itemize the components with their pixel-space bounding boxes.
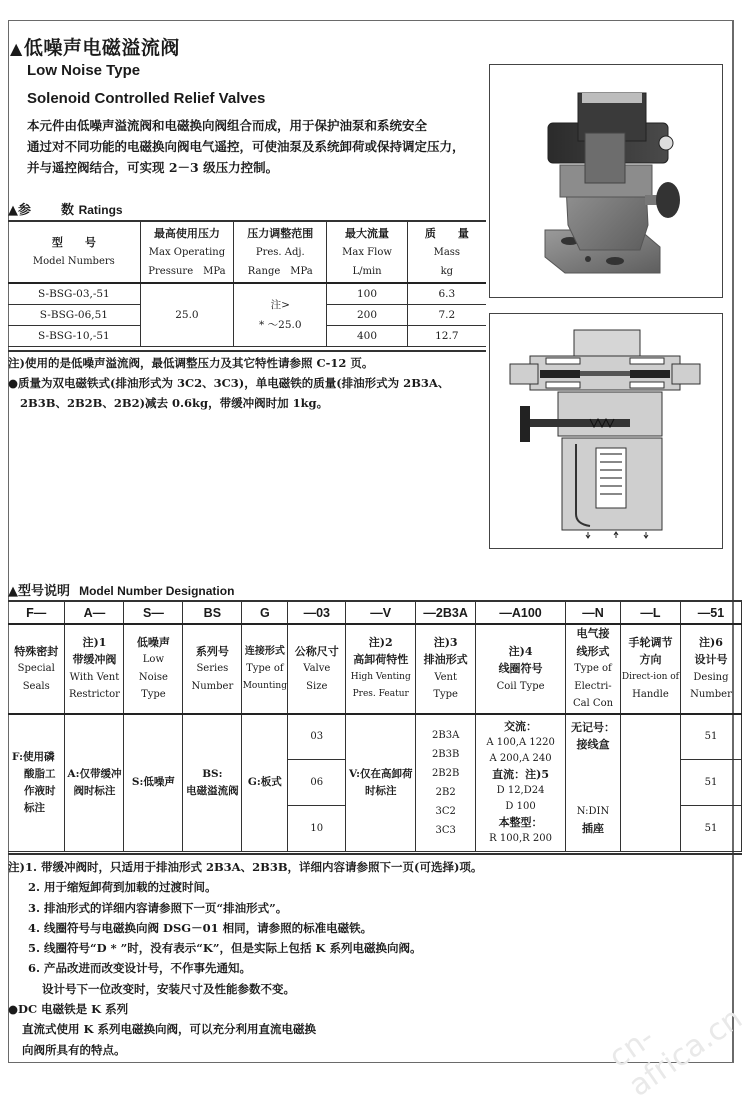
desc-coil-type <box>476 624 566 714</box>
val-line: 标注 <box>24 801 45 814</box>
val-electrical <box>566 714 621 852</box>
page-title <box>10 33 180 60</box>
desc-line: 系列号 <box>195 644 229 658</box>
desc-line: 注)4 <box>508 644 533 658</box>
model-cell: S-BSG-03,-51 <box>8 283 140 305</box>
desc-line: 高卸荷特性 <box>353 653 409 667</box>
vent-type: 2B2B <box>431 767 460 779</box>
footnote: 注)1. 带缓冲阀时，只适用于排油形式 2B3A、2B3B，详细内容请参照下一页(可选择)项。 <box>8 860 483 874</box>
desc-handle <box>620 624 680 714</box>
desc-series <box>183 624 242 714</box>
footnote: 3. 排油形式的详细内容请参照下一页“排油形式”。 <box>28 900 288 915</box>
desc-line: Type of <box>246 663 284 674</box>
footnote: 2. 用于缩短卸荷到加载的过渡时间。 <box>28 880 217 895</box>
val-line: 阀时标注 <box>73 784 116 797</box>
desc-vent-restrictor <box>65 624 124 714</box>
value-row <box>8 714 742 760</box>
val-line: 时标注 <box>364 784 397 797</box>
val-series <box>183 714 242 852</box>
coil-line: 本整型： <box>498 815 543 829</box>
desc-line: Type of <box>574 663 612 674</box>
max-pressure-cell: 25.0 <box>140 283 233 347</box>
val-line: V:仅在高卸荷 <box>348 767 413 780</box>
desc-line: Valve <box>303 663 331 674</box>
desc-line: Coil Type <box>496 680 545 692</box>
desc-electrical <box>566 624 621 714</box>
model-cell: S-BSG-06,51 <box>8 305 140 326</box>
mass-cell: 12.7 <box>407 326 486 347</box>
coil-line: A 200,A 240 <box>489 752 552 764</box>
mass-cell: 6.3 <box>407 283 486 305</box>
adj-range-cell <box>234 283 327 347</box>
desc-valve-size <box>288 624 346 714</box>
desc-line: 带缓冲阀 <box>72 653 117 667</box>
col-max-flow-en: Max Flow <box>342 246 392 258</box>
col-adj-range <box>234 222 327 284</box>
val-venting <box>346 714 416 852</box>
col-adj-range-en: Pres. Adj. <box>255 246 305 258</box>
desc-line: 排油形式 <box>423 653 468 667</box>
adj-range-note: 注> <box>270 299 290 311</box>
val-line: 酸脂工 <box>24 767 56 780</box>
bullet-icon: ● <box>8 376 19 390</box>
title-cn: 低噪声电磁溢流阀 <box>23 37 180 59</box>
ratings-note: 注)使用的是低噪声溢流阀，最低调整压力及其它特性请参照 C-12 页。 <box>8 356 374 370</box>
dc-heading-text: DC 电磁铁是 K 系列 <box>18 1002 129 1017</box>
col-max-pressure <box>140 222 233 284</box>
desc-line: 设计号 <box>694 653 728 667</box>
ratings-heading <box>8 199 123 218</box>
desc-design-number <box>680 624 741 714</box>
coil-line: 交流： <box>504 719 538 733</box>
watermark: cn-africa.cn <box>602 1000 749 1104</box>
footnote: 6. 产品改进而改变设计号，不作事先通知。 <box>28 961 252 976</box>
mass-note-line-1: 质量为双电磁铁式(排油形式为 3C2、3C3)，单电磁铁的质量(排油形式为 2B3A、 <box>18 376 450 390</box>
code-cell: —N <box>566 602 621 625</box>
electric-line: N:DIN <box>576 805 610 817</box>
designation-bottom-rule <box>8 853 742 855</box>
desc-line: Series <box>196 663 229 674</box>
val-design-number: 51 <box>680 714 741 760</box>
val-seals <box>8 714 65 852</box>
bullet-icon: ● <box>8 1002 19 1017</box>
col-max-flow-unit: L/min <box>352 265 382 277</box>
code-cell: —V <box>346 602 416 625</box>
electric-line: 无记号： <box>571 720 615 734</box>
col-adj-range-cn: 压力调整范围 <box>247 226 314 240</box>
desc-line: Cal Con <box>572 698 614 709</box>
val-size: 06 <box>288 760 346 806</box>
desc-line: 线形式 <box>576 644 610 658</box>
col-max-flow-cn: 最大流量 <box>345 226 390 240</box>
vent-type: 3C3 <box>435 824 456 836</box>
desc-line: Mounting <box>242 680 287 691</box>
col-mass-en: Mass <box>433 246 461 258</box>
col-max-pressure-en: Max Operating <box>148 246 226 258</box>
val-line: A:仅带缓冲 <box>67 767 122 780</box>
intro-line: 通过对不同功能的电磁换向阀电气遥控，可使油泵及系统卸荷或保持调定压力， <box>27 139 465 154</box>
desc-mounting <box>242 624 288 714</box>
valve-cross-section-image <box>490 314 721 547</box>
val-coil <box>476 714 566 852</box>
val-design-number: 51 <box>680 760 741 806</box>
code-cell: —03 <box>288 602 346 625</box>
intro-line: 并与遥控阀结合，可实现 2－3 级压力控制。 <box>27 160 279 175</box>
model-cell: S-BSG-10,-51 <box>8 326 140 347</box>
triangle-marker-icon: ▲ <box>10 39 23 58</box>
flow-cell: 400 <box>327 326 407 347</box>
code-row <box>8 602 742 625</box>
code-cell: —A100 <box>476 602 566 625</box>
desc-line: High Venting <box>350 671 411 682</box>
dc-heading <box>8 999 482 1019</box>
desc-line: 注)3 <box>433 635 458 649</box>
desc-line: Seals <box>22 680 50 692</box>
desc-line: 连接形式 <box>244 645 285 657</box>
desc-line: Restrictor <box>68 689 120 701</box>
val-size: 03 <box>288 714 346 760</box>
val-noise: S:低噪声 <box>124 714 183 852</box>
flow-cell: 100 <box>327 283 407 305</box>
adj-range-value: * ～25.0 <box>259 319 302 331</box>
vent-type: 2B3A <box>432 729 460 741</box>
val-restrictor <box>65 714 124 852</box>
desc-line: 特殊密封 <box>14 644 59 658</box>
col-model-en: Model Numbers <box>32 256 115 267</box>
valve-photo <box>489 64 723 298</box>
valve-photo-image <box>490 65 721 296</box>
desc-line: 低噪声 <box>136 635 170 649</box>
coil-line: D 12,D24 <box>496 784 545 796</box>
desc-line: Desing <box>693 671 729 683</box>
vent-type: 2B3B <box>431 748 460 760</box>
vent-type: 3C2 <box>435 805 456 817</box>
desc-line: 手轮调节 <box>628 635 673 649</box>
flow-cell: 200 <box>327 305 407 326</box>
valve-cross-section <box>489 313 723 549</box>
intro-paragraph <box>27 115 465 178</box>
val-line: 电磁溢流阀 <box>186 784 239 797</box>
desc-line: Number <box>191 680 234 692</box>
desc-line: Special <box>17 663 55 674</box>
designation-heading-cn: 型号说明 <box>18 584 71 599</box>
code-cell: S— <box>124 602 183 625</box>
col-model-cn: 型 号 <box>51 236 96 249</box>
val-line: BS: <box>202 767 223 780</box>
triangle-marker-icon: ▲ <box>8 203 18 218</box>
desc-low-noise <box>124 624 183 714</box>
desc-line: Pres. Featur <box>352 689 409 700</box>
val-vent-types <box>416 714 476 852</box>
desc-line: 电气接 <box>576 627 610 640</box>
ratings-bottom-rule <box>8 350 486 352</box>
mass-note-line-2: 2B3B、2B2B、2B2)减去 0.6kg，带缓冲阀时加 1kg。 <box>20 396 329 410</box>
ratings-heading-cn-2: 数 <box>61 203 75 218</box>
col-adj-range-unit: Range MPa <box>247 265 313 277</box>
dc-text: 向阀所具有的特点。 <box>22 1042 126 1057</box>
desc-special-seals <box>8 624 65 714</box>
footnote: 4. 线圈符号与电磁换向阀 DSG－01 相同，请参照的标准电磁铁。 <box>28 920 373 935</box>
code-cell: —2B3A <box>416 602 476 625</box>
ratings-notes <box>8 353 449 413</box>
col-max-pressure-unit: Pressure MPa <box>148 265 226 277</box>
code-cell: F— <box>8 602 65 625</box>
desc-line: Type <box>141 689 166 701</box>
intro-line: 本元件由低噪声溢流阀和电磁换向阀组合而成，用于保护油泵和系统安全 <box>27 118 428 133</box>
dc-text: 直流式使用 K 系列电磁换向阀，可以充分利用直流电磁换 <box>22 1022 316 1037</box>
desc-line: 注)1 <box>82 635 107 649</box>
desc-line: 注)6 <box>699 635 723 649</box>
col-mass <box>407 222 486 284</box>
desc-line: Vent <box>434 671 457 683</box>
footnote: 设计号下一位改变时，安装尺寸及性能参数不变。 <box>42 981 295 996</box>
code-cell: G <box>242 602 288 625</box>
ratings-table <box>8 221 486 347</box>
coil-line: 直流：注)5 <box>492 767 549 781</box>
col-mass-cn: 质 量 <box>424 226 469 240</box>
desc-line: Size <box>306 680 328 692</box>
footnotes <box>8 857 482 1060</box>
triangle-marker-icon: ▲ <box>8 584 18 599</box>
desc-line: Electri- <box>574 680 612 692</box>
coil-line: R 100,R 200 <box>489 832 552 844</box>
val-handle <box>620 714 680 852</box>
desc-venting <box>346 624 416 714</box>
desc-vent-type <box>416 624 476 714</box>
subtitle-low-noise: Low Noise Type <box>27 62 141 79</box>
coil-line: A 100,A 1220 <box>486 736 555 748</box>
desc-line: Noise <box>138 671 168 683</box>
desc-line: Direct-ion of <box>621 671 680 682</box>
val-line: 作液时 <box>24 784 56 797</box>
desc-line: 注)2 <box>368 635 393 649</box>
footnote: 5. 线圈符号“D * ”时，没有表示“K”，但是实际上包括 K 系列电磁换向阀。 <box>28 941 422 956</box>
ratings-heading-en: Ratings <box>78 203 123 217</box>
coil-line: D 100 <box>505 800 536 812</box>
table-row <box>8 283 486 305</box>
description-row <box>8 624 742 714</box>
code-cell: —51 <box>680 602 741 625</box>
desc-line: Low <box>142 654 165 666</box>
ratings-header-row <box>8 222 486 284</box>
desc-line: 线圈符号 <box>498 662 543 675</box>
desc-line: Handle <box>632 689 669 701</box>
val-line: F:使用磷 <box>12 750 55 763</box>
val-mounting: G:板式 <box>242 714 288 852</box>
col-model <box>8 222 140 284</box>
desc-line: With Vent <box>69 671 120 683</box>
mass-note <box>8 373 449 393</box>
desc-line: Number <box>690 689 732 701</box>
col-mass-unit: kg <box>440 265 454 277</box>
electric-line: 接线盒 <box>576 737 610 751</box>
designation-table <box>8 601 742 852</box>
designation-heading-en: Model Number Designation <box>79 584 235 598</box>
designation-heading <box>8 580 234 599</box>
code-cell: A— <box>65 602 124 625</box>
electric-line: 插座 <box>582 821 604 835</box>
code-cell: BS <box>183 602 242 625</box>
ratings-heading-cn-1: 参 <box>18 203 32 218</box>
vent-type: 2B2 <box>435 786 456 798</box>
val-size: 10 <box>288 806 346 852</box>
val-design-number: 51 <box>680 806 741 852</box>
desc-line: 方向 <box>639 653 662 667</box>
desc-line: 公称尺寸 <box>294 644 339 658</box>
subtitle-solenoid: Solenoid Controlled Relief Valves <box>27 90 266 107</box>
code-cell: —L <box>620 602 680 625</box>
mass-cell: 7.2 <box>407 305 486 326</box>
col-max-flow <box>327 222 407 284</box>
desc-line: Type <box>433 689 458 701</box>
col-max-pressure-cn: 最高使用压力 <box>153 226 220 240</box>
